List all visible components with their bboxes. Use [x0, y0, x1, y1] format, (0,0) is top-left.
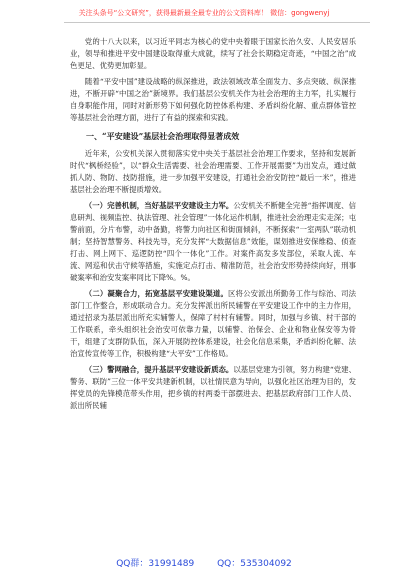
paragraph-item-2 [70, 288, 356, 360]
footer-qq: QQ：535304092 [217, 559, 292, 569]
footer-contacts [0, 556, 408, 569]
paragraph-section-intro: 近年来，公安机关深入贯彻落实党中央关于基层社会治理工作要求，坚持和发展新时代“枫桥经验”，以“群众生活需要、社会治理需要、工作开展需要”为出发点，通过做抓人防、物防、技防措施，进一步加强平安建设，打通社会治安防控“最后一米”，推进基层社会治理不断提质增效。 [70, 149, 356, 194]
item-2-title: （二）凝聚合力，拓宽基层平安建设渠道。 [84, 289, 228, 298]
item-2-body: 区将公安派出所勤务工作与综治、司法部门工作整合，形成联动合力。充分发挥派出所民辅警在平安建设工作中的主力作用，通过招录为基层派出所充实辅警人，保障了村村有辅警。同时，加强与乡镇、村干部的工作联系，牵头组织社会治安可依靠力量，以辅警、治保会、企业和物业保安等为骨干，组建了支群防队伍，深入开展防控体系建设，社会化信息采集，矛盾纠纷化解、法治宣传宣传等工作，积极构建“大平安”工作格局。 [70, 289, 356, 358]
paragraph-item-3 [70, 364, 356, 412]
section-heading: 一、“平安建设”基层社会治理取得显著成效 [86, 131, 240, 141]
item-3-body: 以基层党建为引领，努力构建“党建、警务、联防”三位一体平安共建新机制，以社情民意为导向，以强化社区治理为目的，发挥党员的先锋模范带头作用，把乡镇的村两委干部摆进去、把基层政府部门工作人员、派出所民辅 [70, 365, 356, 410]
item-3-title: （三）警网融合，提升基层平安建设新质态。 [84, 365, 234, 374]
header-divider [64, 22, 370, 23]
paragraph-item-1 [70, 200, 356, 284]
item-1-title: （一）完善机制，当好基层平安建设主力军。 [84, 201, 234, 210]
document-body [70, 36, 356, 416]
paragraph-intro: 党的十八大以来，以习近平同志为核心的党中央着眼于国家长治久安、人民安居乐业，领导和推进平安中国建设取得重大成就，续写了社会长期稳定奇迹，“中国之治”成色更足、优势更加彰显。 [70, 37, 356, 70]
item-1-body: 公安机关不断健全完善“指挥调度、信息研判、视频监控、执法管理、社会管理”一体化运作机制，推进社会治理走实走深；屯警前面，分片布警，动中备勤，将警力向社区和街面倾斜，不断探索“一室两队”联动机制；坚持智慧警务、科技先导，充分发挥“大数据信息”效能，谋划推进安保维稳、侦查打击、网上网下、巡逻防控“四个一体化”工作。对案件高发多发部位，采取人流、车流、网巡和伏击守候等措施，实施定点打击、精准防范，社会治安形势持续向好，刑事破案率和治安发案率同比下降%。%。 [70, 201, 356, 282]
paragraph-overview: 随着“平安中国”建设战略的纵深推进，政法领域改革全面发力、多点突破、纵深推进，不断开辟“中国之治”新境界。我们基层公安机关作为社会治理的主力军，扎实履行自身职能作用，同时对新形势下如何强化防控体系构建、矛盾纠纷化解、重点群体管控等基层社会治理方面，进行了有益的探索和实践。 [70, 77, 356, 122]
footer-qq-group: QQ群：31991489 [116, 559, 195, 569]
promo-banner: 关注头条号“公文研究”，获得最新最全最专业的公文资料库！ 微信：gongwenyj [78, 9, 330, 17]
